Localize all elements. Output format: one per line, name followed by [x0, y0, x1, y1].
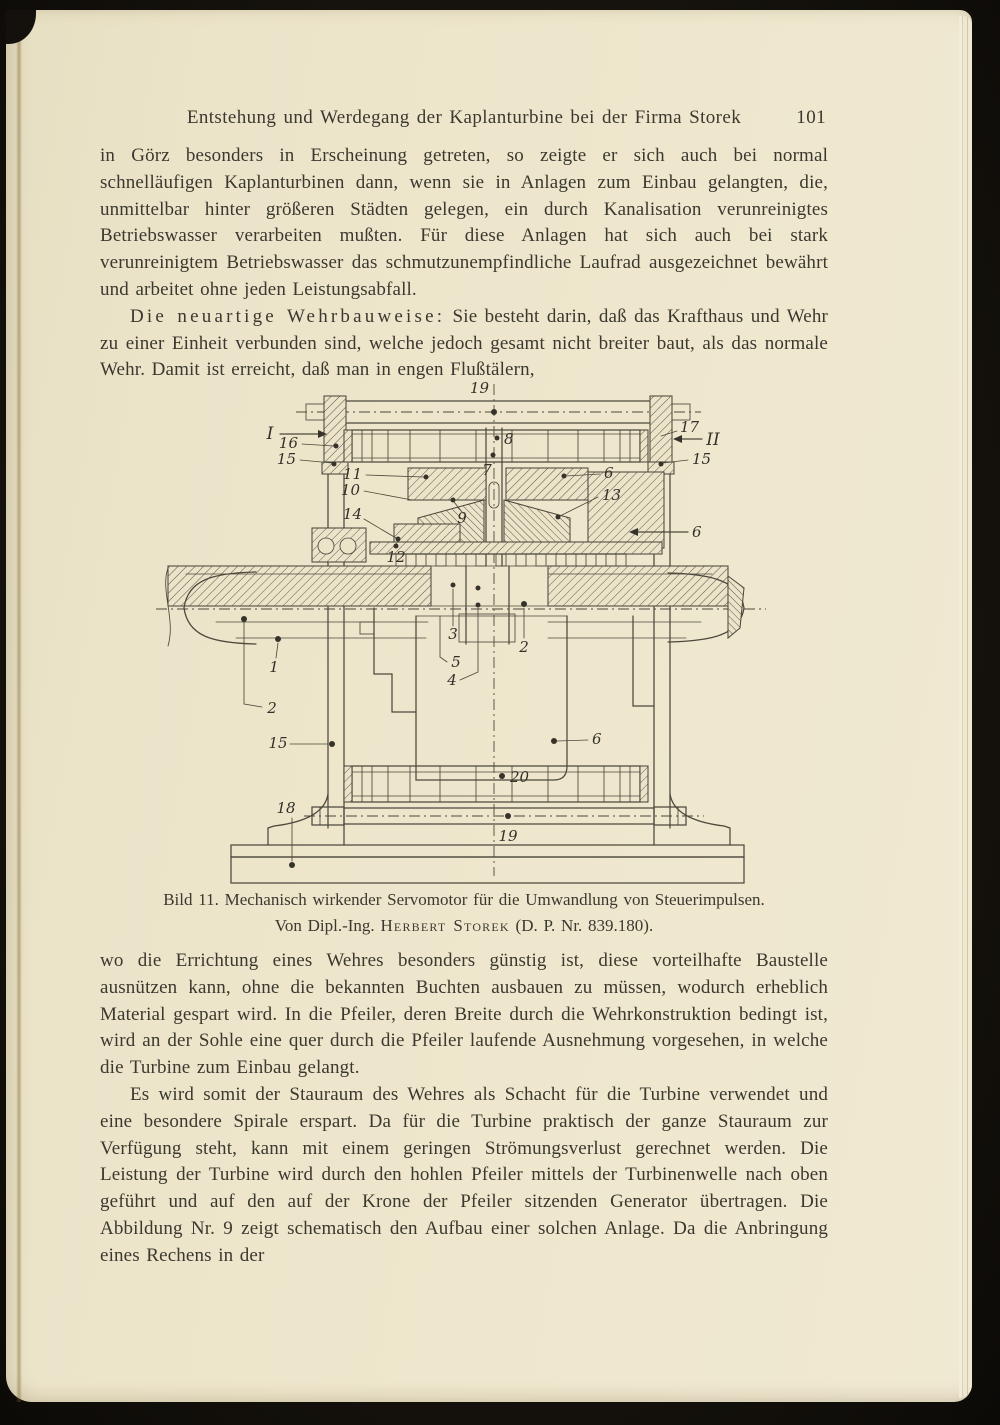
part-label-9: 9 [457, 509, 467, 527]
caption-line-1: Bild 11. Mechanisch wirkender Servomotor für die Umwandlung von Steuerimpulsen. [163, 890, 765, 909]
running-head [100, 107, 828, 129]
part-label-2-left: 2 [267, 699, 277, 717]
figure-caption [100, 887, 828, 939]
part-label-12: 12 [386, 548, 406, 566]
part-label-16: 16 [278, 434, 298, 452]
page-edge-stack [959, 16, 972, 1398]
part-label-15-right: 15 [692, 450, 712, 468]
part-label-6-b: 6 [692, 523, 702, 541]
paragraph-3: wo die Errichtung eines Wehres besonders günstig ist, diese vorteilhafte Baustelle ausnützen kann, ohne die bekannten Buchten ausbauen zu müssen, wodurch erheblich Material gespart wird. In die Pfeiler, deren Breite durch die Wehrkonstruktion bedingt ist, wird an der Sohle eine quer durch die Pfeiler laufende Ausnehmung vorgesehen, in welche die Turbine zum Einbau gelangt. [100, 950, 828, 1079]
section-label-II: II [706, 430, 720, 450]
part-label-4: 4 [447, 671, 457, 689]
caption-patent: (D. P. Nr. 839.180). [515, 916, 654, 935]
paragraph-4: Es wird somit der Stauraum des Wehres als Schacht für die Turbine verwendet und eine besondere Spirale erspart. Da für die Turbine praktisch der ganze Stauraum zur Verfügung steht, kann mit einem geringen Strömungsverlust gerechnet werden. Die Leistung der Turbine wird durch den hohlen Pfeiler mittels der Turbinenwelle nach oben geführt und auf den auf der Krone der Pfeiler sitzenden Generator übertragen. Die Abbildung Nr. 9 zeigt schematisch den Aufbau einer solchen Anlage. Da die Anbringung eines Rechens in der [100, 1083, 828, 1266]
page-crease [16, 10, 22, 1402]
body-text-top [100, 143, 828, 384]
part-label-19-bottom: 19 [498, 827, 518, 845]
part-label-17: 17 [680, 418, 700, 436]
emphasis-spaced: Die neuartige Wehrbauweise: [130, 305, 446, 327]
body-text-bottom [100, 948, 828, 1270]
part-label-2-mid: 2 [519, 638, 529, 656]
part-label-14: 14 [342, 505, 362, 523]
lower-housing [360, 608, 654, 780]
page-number: 101 [796, 107, 826, 128]
figure-bild-11 [156, 376, 766, 888]
part-label-15-left: 15 [276, 450, 296, 468]
thrust-bearing [312, 528, 366, 562]
servomotor-diagram [156, 376, 766, 888]
part-label-3: 3 [448, 625, 458, 643]
section-label-I: I [266, 424, 274, 444]
book-page [6, 10, 972, 1402]
part-label-18: 18 [276, 799, 296, 817]
part-label-20: 20 [510, 768, 530, 786]
part-label-5: 5 [451, 653, 461, 671]
paragraph-2-text: Sie besteht darin, daß das Krafthaus und Wehr zu einer Einheit verbunden sind, welche jedoch gesamt nicht breiter baut, als das normale Wehr. Damit ist erreicht, daß man in engen Flußtälern, [100, 305, 828, 381]
part-label-10: 10 [340, 481, 360, 499]
part-label-11: 11 [342, 465, 362, 483]
paragraph-2 [100, 304, 828, 384]
part-label-8: 8 [504, 430, 514, 448]
generator-ring-top [344, 430, 648, 462]
part-label-6-c: 6 [592, 730, 602, 748]
flywheel-ring-bottom [344, 766, 648, 802]
corner-shadow [6, 10, 36, 44]
part-label-19-top: 19 [469, 379, 489, 397]
part-label-7: 7 [482, 461, 492, 479]
part-label-13: 13 [602, 486, 622, 504]
paragraph-1: in Görz besonders in Erscheinung getreten, so zeigte er sich auch bei normal schnelläufigen Kaplanturbinen dann, wenn sie in Anlagen zum Einbau gelangten, die, unmittelbar hinter größeren Städten gelegen, ein durch Kanalisation verunreinigtes Betriebswasser verarbeiten mußten. Für diese Anlagen hat sich auch bei stark verunreinigtem Betriebswasser das schmutzunempfindliche Laufrad ausgezeichnet bewährt und arbeitet ohne jeden Leistungsabfall. [100, 145, 828, 300]
ratchet-teeth [392, 554, 626, 566]
caption-author-prefix: Von Dipl.-Ing. [274, 916, 375, 935]
chapter-title: Entstehung und Werdegang der Kaplanturbine bei der Firma Storek [186, 107, 742, 128]
part-label-6-a: 6 [604, 464, 614, 482]
part-label-15-lower: 15 [268, 734, 288, 752]
caption-author-name: Herbert Storek [380, 916, 510, 935]
part-label-1: 1 [269, 658, 279, 676]
caption-line-2 [100, 913, 828, 939]
